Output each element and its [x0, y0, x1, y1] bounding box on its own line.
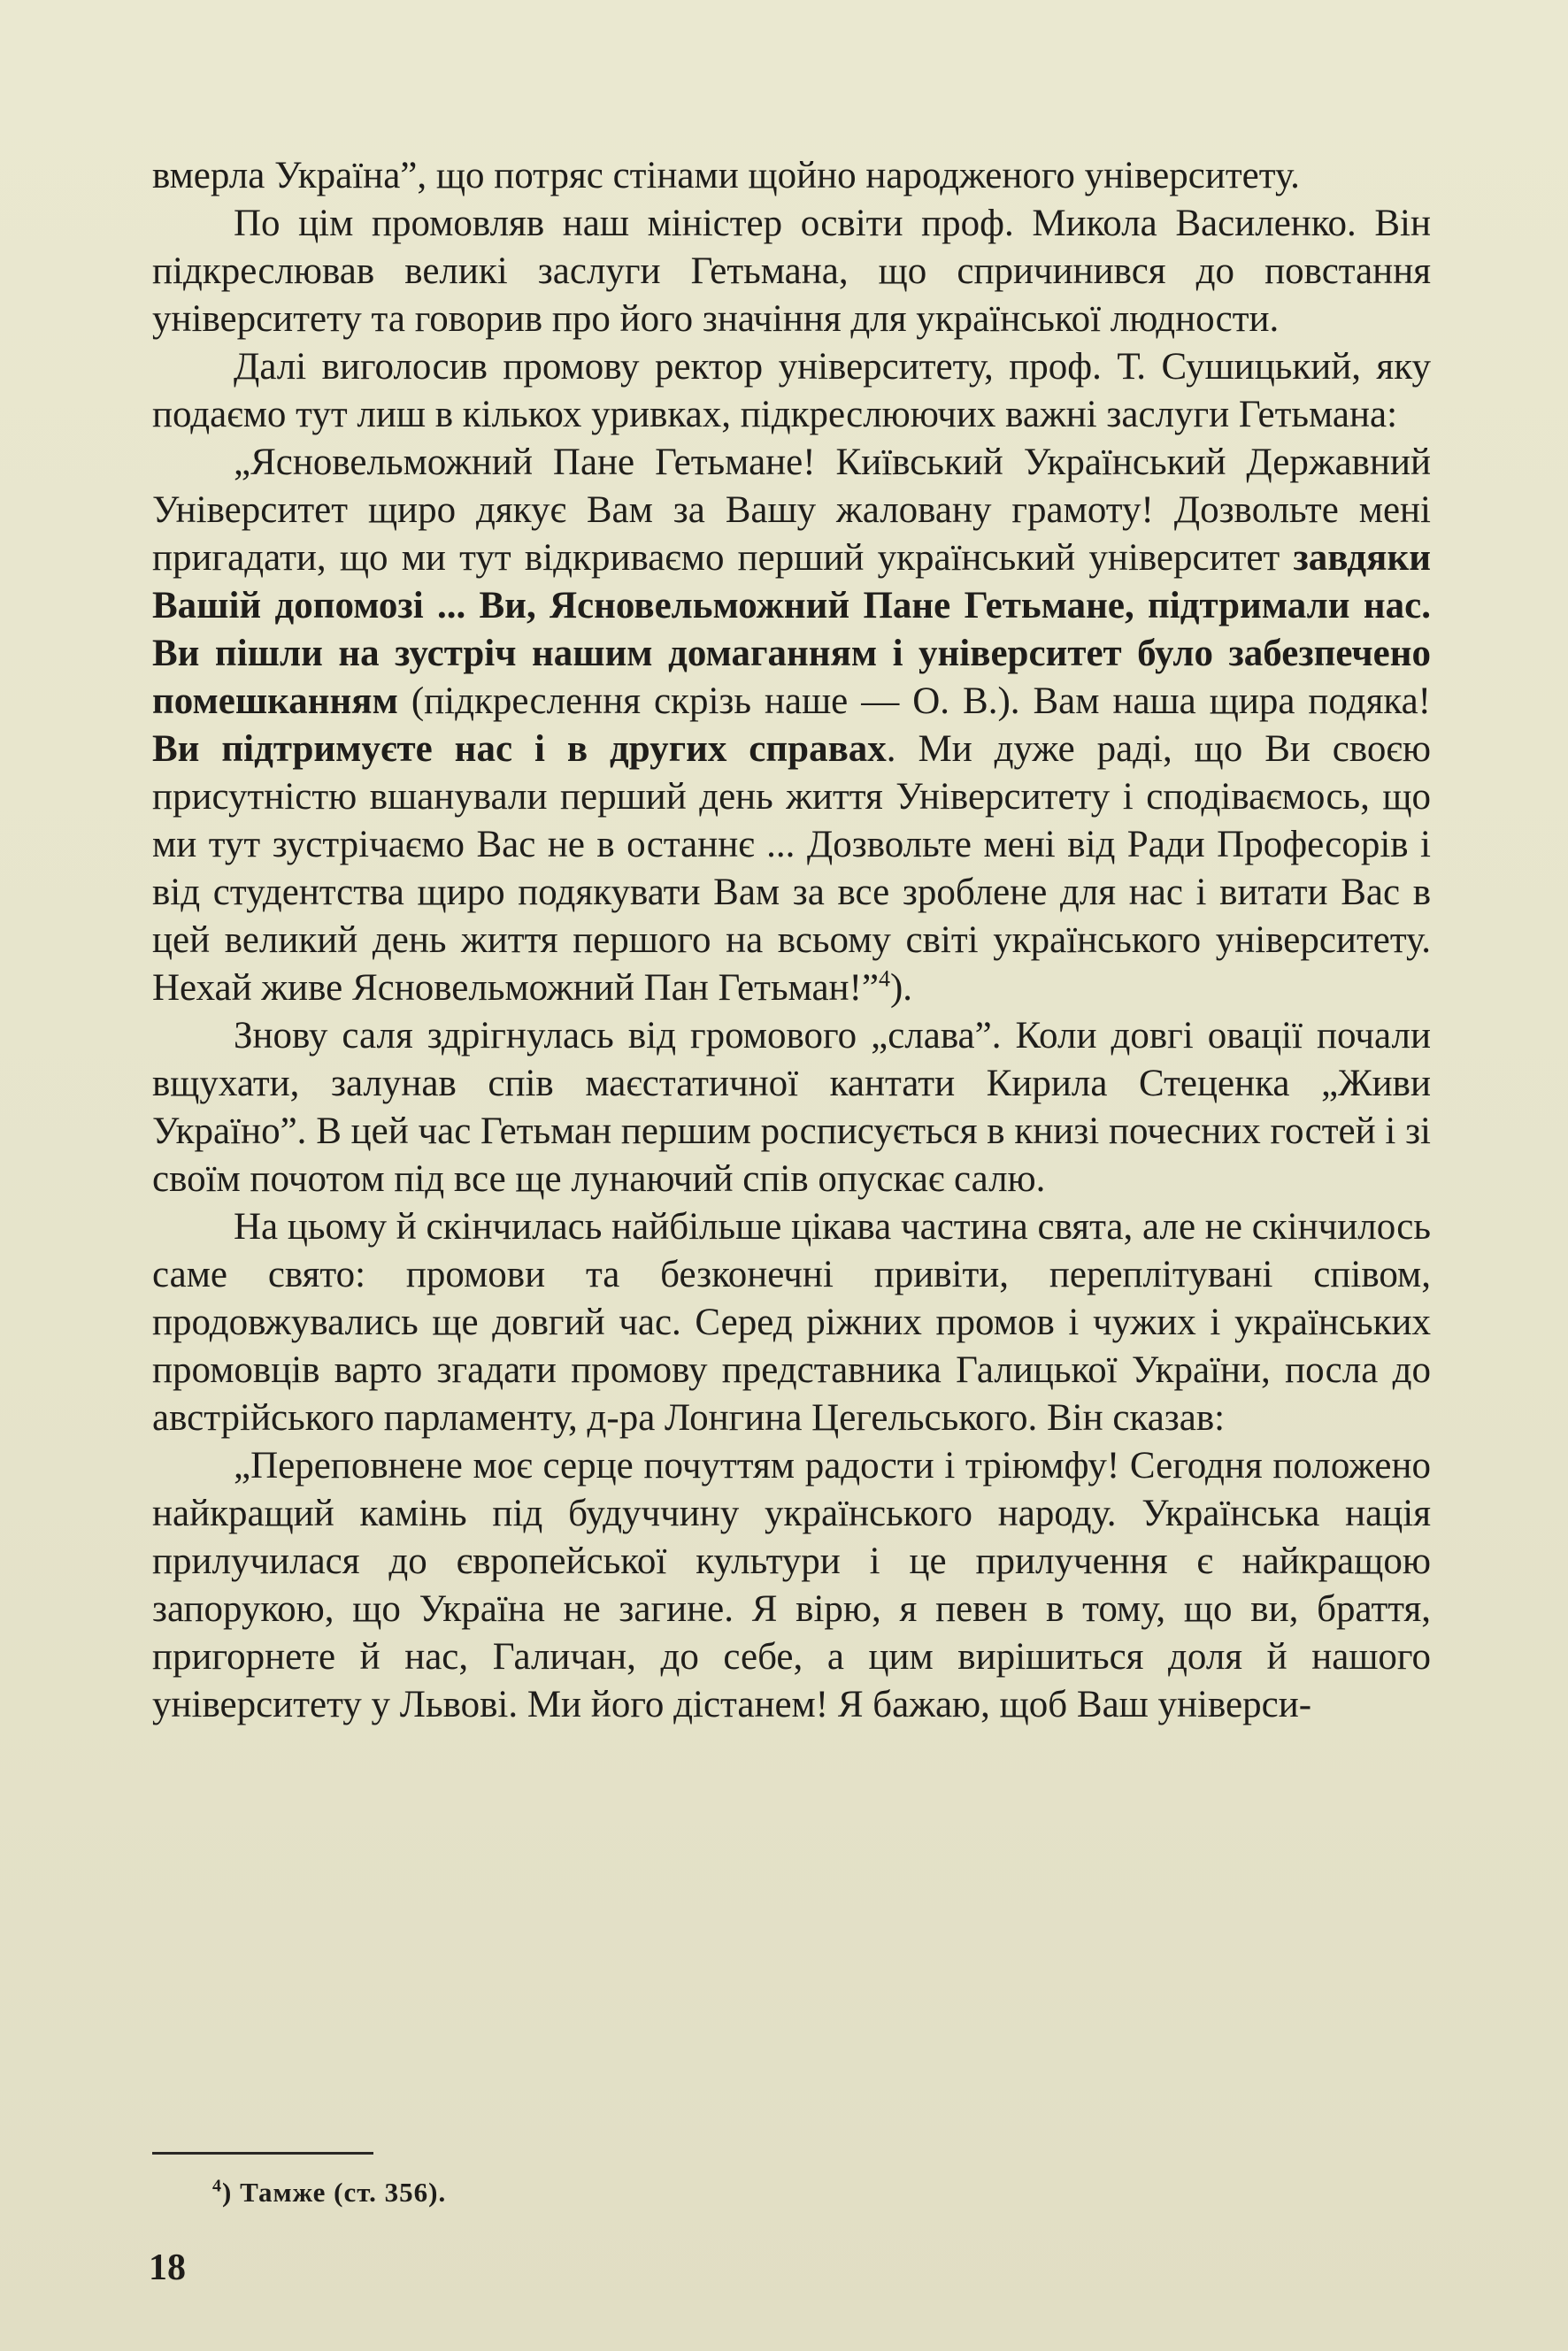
text-segment: „Ясновельможний Пане Гетьмане! Київський Український Державний Університет щиро дякує Вам за Вашу жаловану грамоту! Дозвольте мені пригадати, що ми тут відкриваємо перший український університет — [152, 442, 1431, 579]
emphasized-text: Ви підтримуєте нас і в других справах — [152, 728, 887, 770]
text-segment: (підкреслення скрізь наше — О. В.). Вам наша щира подяка! — [397, 680, 1431, 722]
paragraph — [152, 343, 1431, 439]
text-segment: ). — [889, 967, 913, 1009]
footnote-marker: 4 — [212, 2176, 222, 2196]
footnote-text: ) Тамже (ст. 356). — [222, 2177, 447, 2208]
footnote-divider — [152, 2152, 373, 2155]
paragraph — [152, 152, 1431, 200]
page-number: 18 — [149, 2247, 186, 2288]
footnote-reference: 4 — [878, 965, 890, 992]
tsehelsky-speech-quote — [152, 1442, 1431, 1729]
paragraph — [152, 1203, 1431, 1442]
text-segment: вмерла Україна”, що потряс стінами щойно народженого університету. — [152, 155, 1300, 196]
text-segment: Знову саля здрігнулась від громового „слава”. Коли довгі овації почали вщухати, залунав спів маєстатичної кантати Кирила Стеценка „Живи Україно”. В цей час Гетьман першим росписується в книзі почесних гостей і зі своїм почотом під все ще лунаючий спів опускає салю. — [152, 1015, 1431, 1200]
text-segment: . Ми дуже раді, що Ви своєю присутністю вшанували перший день життя Університету і сподіваємось, що ми тут зустрічаємо Вас не в останнє ... Дозвольте мені від Ради Професорів і від студентства щиро подякувати Вам за все зроблене для нас і витати Вас в цей великий день життя першого на всьому світі українського університету. Нехай живе Ясновельможний Пан Гетьман!” — [152, 728, 1431, 1009]
paragraph — [152, 1012, 1431, 1203]
rector-speech-quote — [152, 439, 1431, 1012]
emphasized-text: завдяки Вашій допомозі ... Ви, Ясновельможний Пане Гетьмане, підтримали нас. Ви пішли на зустріч нашим домаганням і університет було забезпечено помешканням — [152, 537, 1431, 722]
footnote — [212, 2175, 446, 2210]
paragraph — [152, 200, 1431, 343]
text-segment: На цьому й скінчилась найбільше цікава частина свята, але не скінчилось саме свято: промови та безконечні привіти, переплітувані співом, продовжувались ще довгий час. Серед ріжних промов і чужих і українських промовців варто згадати промову представника Галицької України, посла до австрійського парламенту, д-ра Лонгина Цегельського. Він сказав: — [152, 1206, 1431, 1439]
body-text — [152, 152, 1431, 1729]
text-segment: Далі виголосив промову ректор університету, проф. Т. Сушицький, яку подаємо тут лиш в кількох уривках, підкреслюючих важні заслуги Гетьмана: — [152, 346, 1431, 435]
text-segment: По цім промовляв наш міністер освіти проф. Микола Василенко. Він підкреслював великі заслуги Гетьмана, що спричинився до повстання університету та говорив про його значіння для української людности. — [152, 203, 1431, 340]
text-segment: „Переповнене моє серце почуттям радости і тріюмфу! Сегодня положено найкращий камінь під будуччину українського народу. Українська нація прилучилася до європейської культури і це прилучення є найкращою запорукою, що Україна не загине. Я вірю, я певен в тому, що ви, браття, пригорнете й нас, Галичан, до себе, а цим вирішиться доля й нашого університету у Львові. Ми його дістанем! Я бажаю, щоб Ваш універси- — [152, 1445, 1431, 1725]
